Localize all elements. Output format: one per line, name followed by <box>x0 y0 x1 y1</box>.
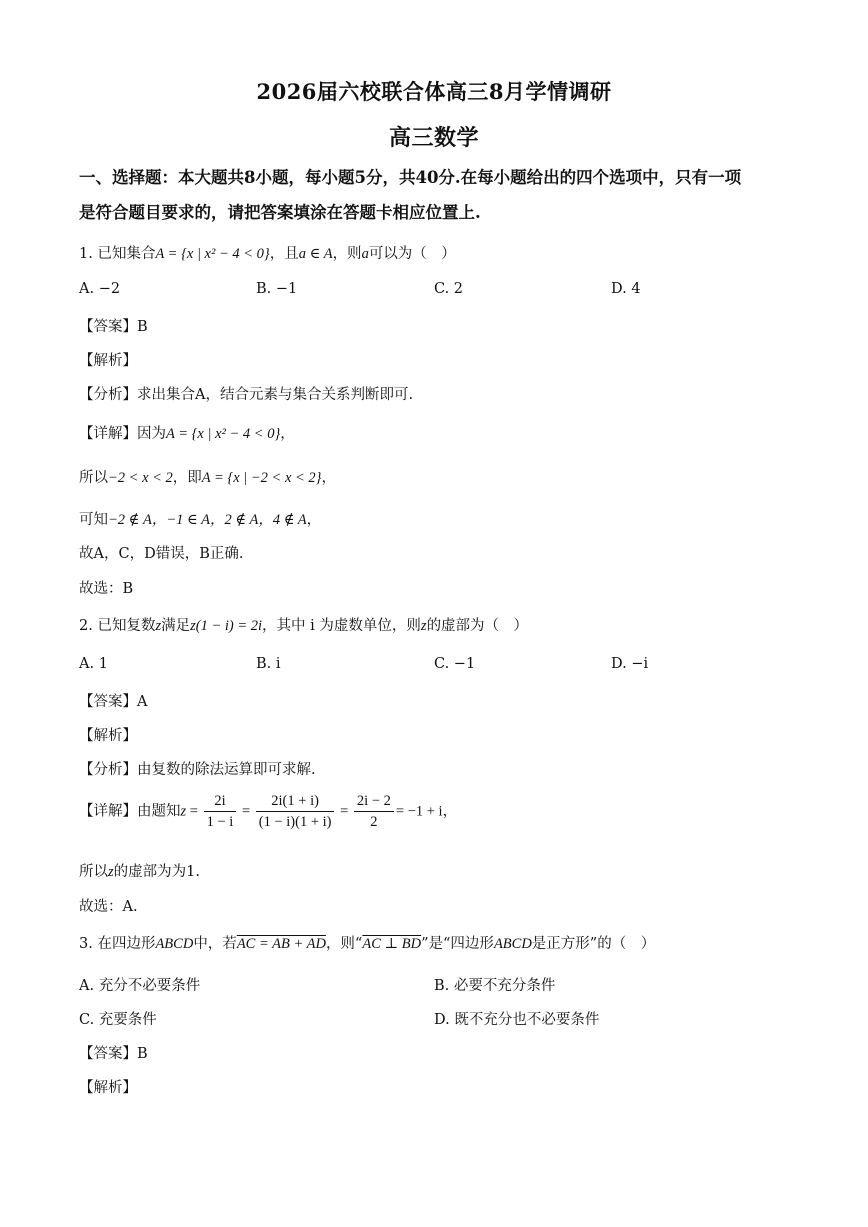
q2-option-c: C. −1 <box>434 656 476 672</box>
q1-fenxi: 【分析】求出集合A，结合元素与集合关系判断即可. <box>79 387 414 403</box>
page-title: 2026届六校联合体高三8月学情调研 <box>256 79 612 104</box>
q2-so-end: 的虚部为为1. <box>113 864 200 880</box>
page-subtitle: 高三数学 <box>388 125 479 151</box>
q2-analysis-label: 【解析】 <box>79 728 137 744</box>
q1-know <box>79 508 321 529</box>
q1-option-b: B. −1 <box>256 281 298 297</box>
q3-perpendicular-condition: AC ⊥ BD <box>362 936 422 952</box>
q1-stem-text: 1. 已知集合 <box>79 246 156 262</box>
q1-choice: 故选：B <box>79 581 134 597</box>
q1-so-text: 所以 <box>79 470 108 486</box>
q2-choice: 故选：A. <box>79 899 138 915</box>
q1-stem-text-post: ，则 <box>332 246 362 262</box>
q1-so <box>79 466 336 487</box>
q2-option-a: A. 1 <box>79 656 108 672</box>
q2-detail: 【详解】由题知z = $\frac{2i}{1 - i}$ = $\frac{2i(1 + i)}{(1 - i)(1 + i)}$ = $\frac{2i - 2}{2}$ = −1 + i， <box>79 793 458 830</box>
q2-option-d: D. −i <box>611 656 649 672</box>
q2-so-variable: z <box>108 864 114 880</box>
q1-answer: 【答案】B <box>79 319 148 335</box>
q2-stem-text: 2. 已知复数 <box>79 618 156 634</box>
q3-answer: 【答案】B <box>79 1046 148 1062</box>
q1-detail <box>79 422 295 443</box>
q2-variable-2: z <box>420 618 427 634</box>
q1-detail-math: A = {x | x² − 4 < 0} <box>166 426 281 442</box>
q3-analysis-label: 【解析】 <box>79 1080 137 1096</box>
q1-stem-end: 可以为（ ） <box>368 246 456 262</box>
q1-conclusion: 故A，C，D错误，B正确. <box>79 546 244 562</box>
q1-inequality: −2 < x < 2 <box>108 470 173 486</box>
q3-quadrilateral: ABCD <box>155 936 194 952</box>
q1-stem-text-mid: ，且 <box>269 246 299 262</box>
q3-option-a: A. 充分不必要条件 <box>79 978 201 994</box>
q2-fraction-2: $\frac{2i(1 + i)}{(1 - i)(1 + i)}$ <box>256 792 335 831</box>
q1-option-d: D. 4 <box>611 281 641 297</box>
section-heading-line2: 是符合题目要求的，请把答案填涂在答题卡相应位置上. <box>79 203 481 222</box>
q1-detail-text: 【详解】因为 <box>79 426 166 442</box>
q3-stem-mid: 中，若 <box>193 936 237 952</box>
q1-variable: a <box>361 246 369 262</box>
q1-stem <box>79 242 456 263</box>
q1-option-a: A. −2 <box>79 281 121 297</box>
q2-result: = −1 + i <box>395 803 443 820</box>
q3-stem <box>79 932 655 953</box>
q3-option-c: C. 充要条件 <box>79 1012 157 1028</box>
q2-option-b: B. i <box>256 656 281 672</box>
q2-fenxi: 【分析】由复数的除法运算即可求解. <box>79 762 316 778</box>
q1-membership-list: −2 ∉ A，−1 ∈ A，2 ∉ A，4 ∉ A <box>108 512 307 528</box>
q3-vector-equation: AC = AB + AD <box>236 936 326 952</box>
q2-detail-end: ， <box>442 803 458 820</box>
q2-fraction-1: $\frac{2i}{1 - i}$ <box>204 792 237 831</box>
q1-detail-end: ， <box>280 426 295 442</box>
q1-option-c: C. 2 <box>434 281 464 297</box>
q3-option-d: D. 既不充分也不必要条件 <box>434 1012 600 1028</box>
q2-so <box>79 860 200 881</box>
q3-stem-mid2: ，则“ <box>325 936 363 952</box>
q2-variable: z <box>155 618 162 634</box>
q3-stem-text: 3. 在四边形 <box>79 936 156 952</box>
q1-set-result: A = {x | −2 < x < 2} <box>201 470 322 486</box>
q2-stem-mid: 满足 <box>161 618 191 634</box>
q2-detail-variable: z <box>180 803 187 820</box>
q1-know-text: 可知 <box>79 512 108 528</box>
q1-analysis-label: 【解析】 <box>79 353 137 369</box>
q3-option-b: B. 必要不充分条件 <box>434 978 556 994</box>
q1-set-expression: A = {x | x² − 4 < 0} <box>155 246 270 262</box>
q2-stem-post: ，其中 i 为虚数单位，则 <box>262 618 421 634</box>
q1-so-end: ， <box>321 470 336 486</box>
q2-equation: z(1 − i) = 2i <box>190 618 263 634</box>
q2-answer: 【答案】A <box>79 694 148 710</box>
q3-stem-mid3: ”是“四边形 <box>421 936 494 952</box>
q2-so-text: 所以 <box>79 864 108 880</box>
section-heading-line1: 一、选择题：本大题共8小题，每小题5分，共40分.在每小题给出的四个选项中，只有一项 <box>79 168 742 187</box>
q3-stem-end: 是正方形”的（ ） <box>531 936 656 952</box>
q2-fraction-3: $\frac{2i - 2}{2}$ <box>354 792 394 831</box>
q2-detail-text: 【详解】由题知 <box>79 803 181 820</box>
q1-so-mid: ，即 <box>172 470 202 486</box>
q2-stem-end: 的虚部为（ ） <box>426 618 529 634</box>
q3-quadrilateral-2: ABCD <box>493 936 532 952</box>
q2-stem <box>79 614 528 635</box>
q1-know-end: ， <box>306 512 322 528</box>
q1-membership-expression: a ∈ A <box>298 246 333 262</box>
